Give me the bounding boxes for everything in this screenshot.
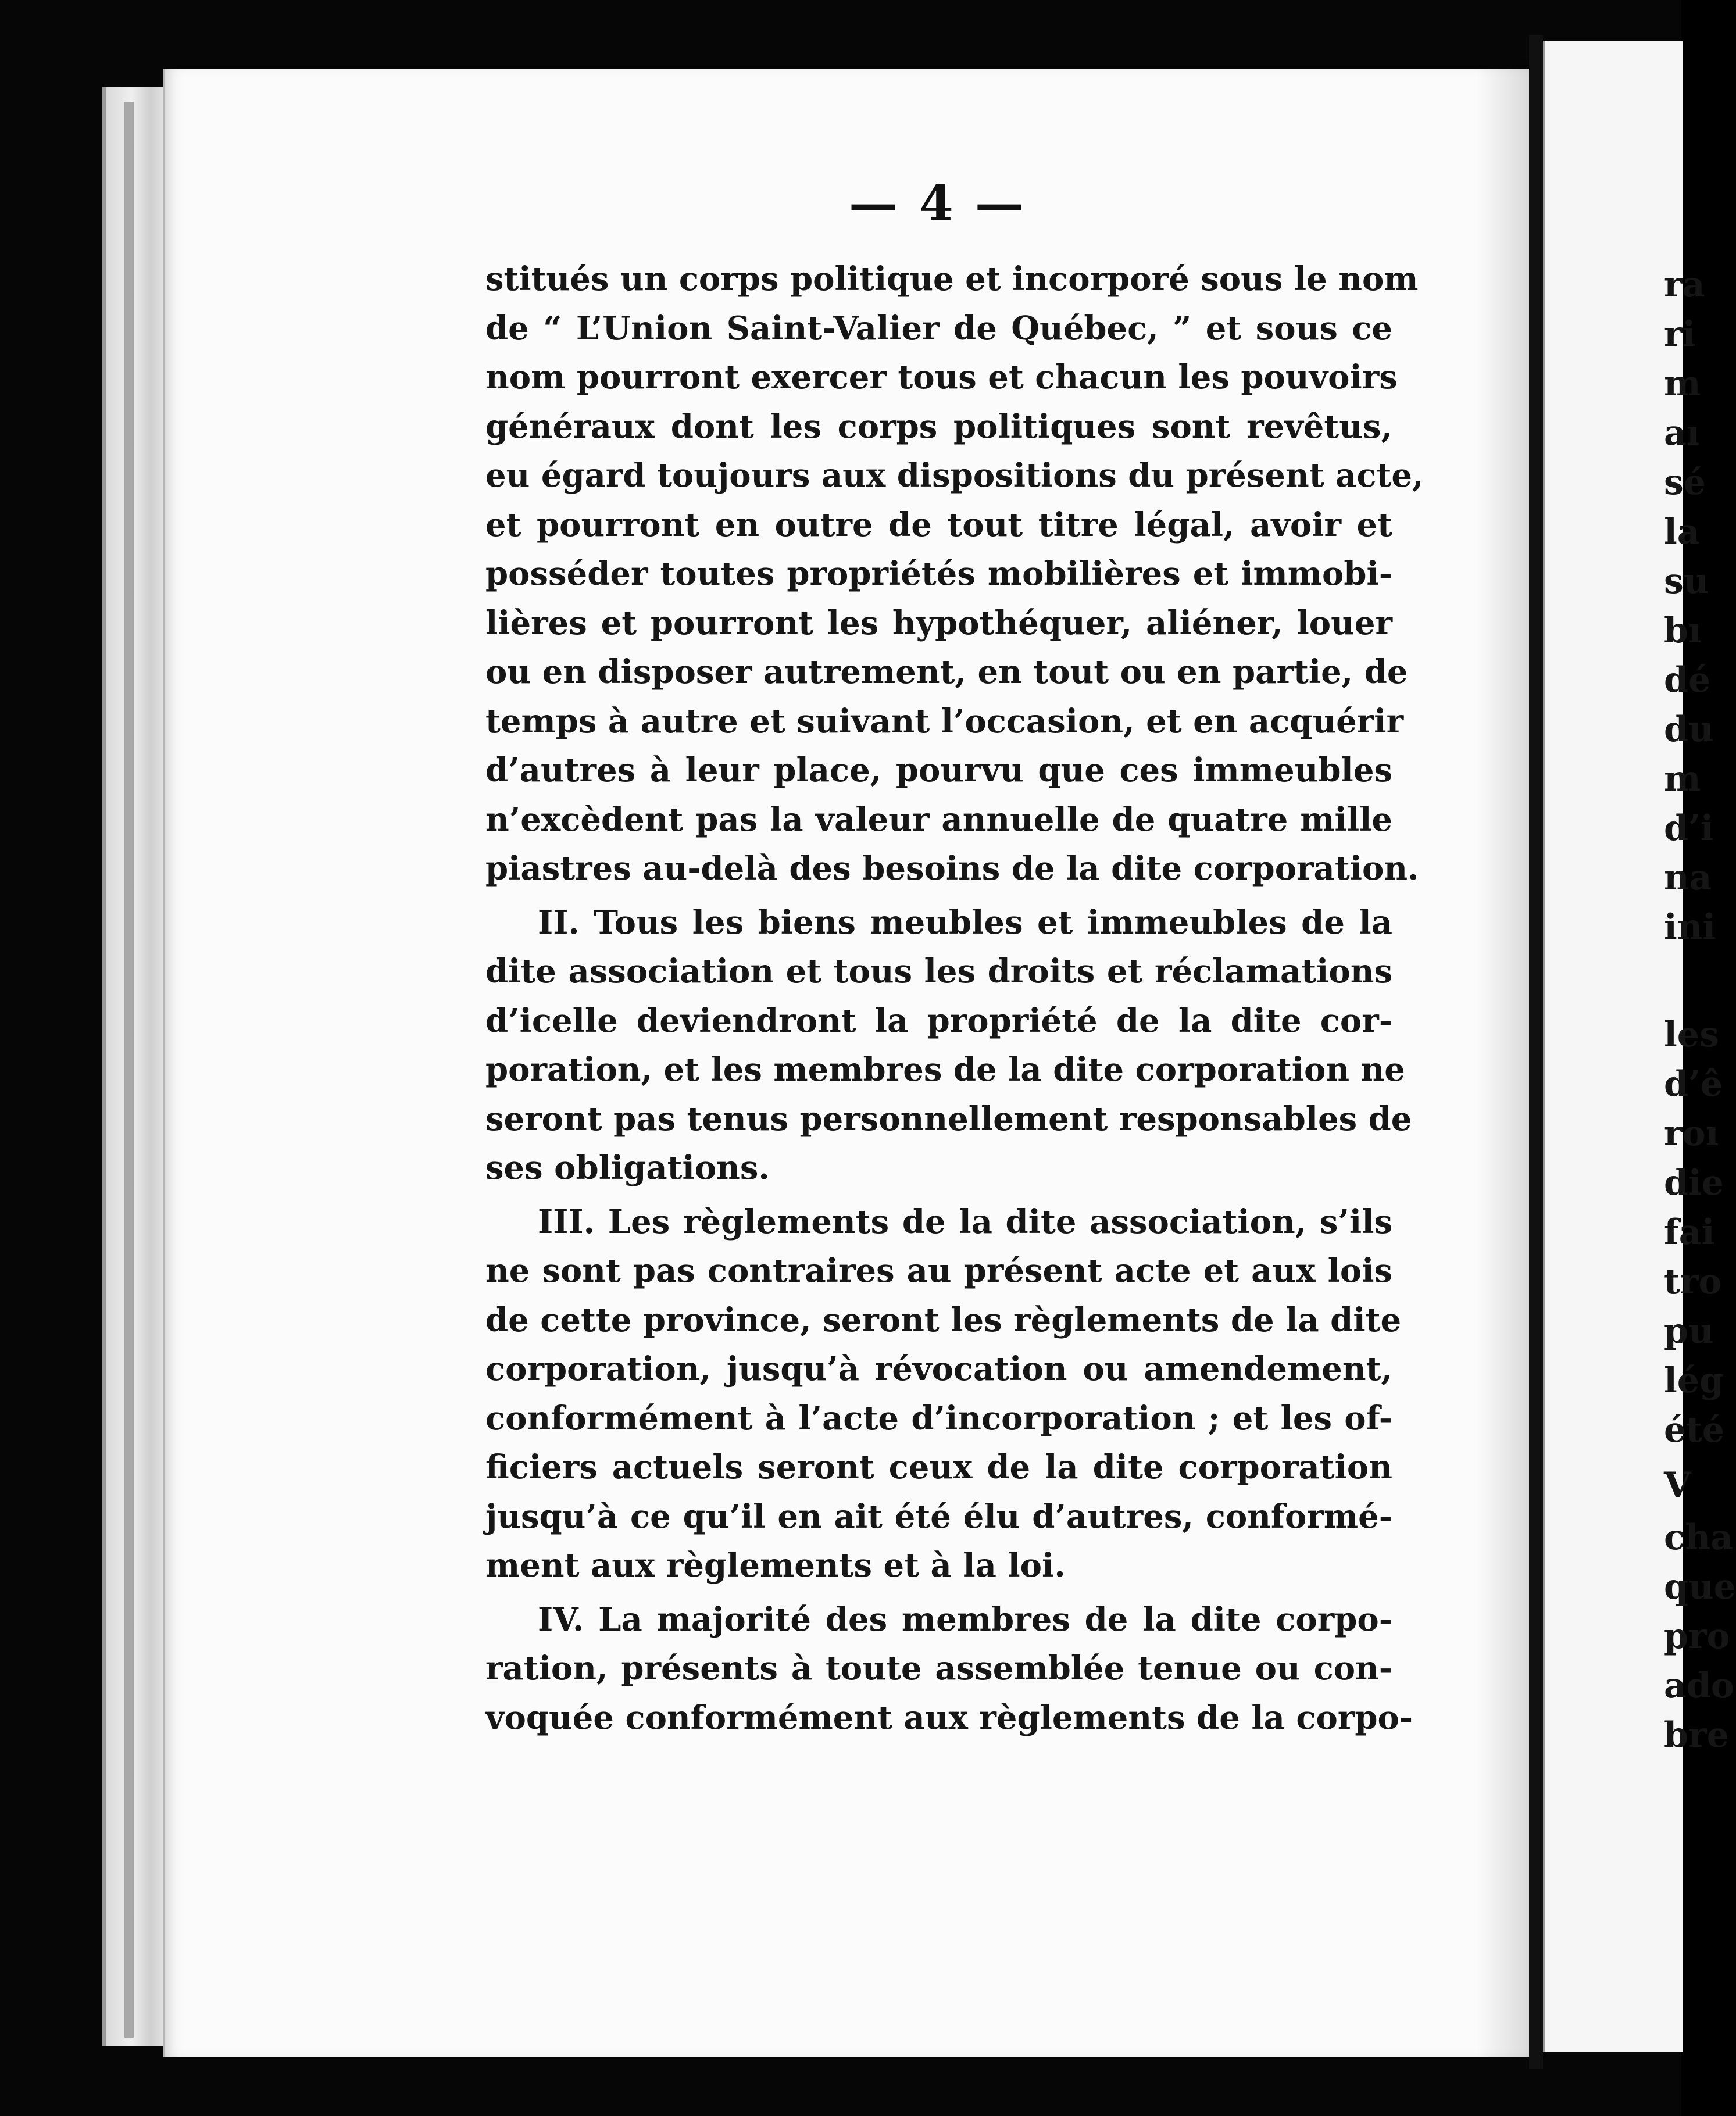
facing-page-text-fragment: d’ê (1664, 1064, 1723, 1105)
text-line: poration, et les membres de la dite corporation ne (485, 1050, 1405, 1089)
text-line: n’excèdent pas la valeur annuelle de quatre mille (485, 800, 1392, 839)
paragraph-gap (485, 1193, 1392, 1198)
text-line: II. Tous les biens meubles et immeubles de la (538, 903, 1392, 942)
text-line: ou en disposer autrement, en tout ou en partie, de (485, 653, 1408, 691)
facing-page-text-fragment: ra (1664, 264, 1705, 305)
text-line: et pourront en outre de tout titre légal, avoir et (485, 505, 1392, 544)
paragraph (485, 255, 1424, 893)
text-line: lières et pourront les hypothéquer, aliéner, louer (485, 603, 1392, 642)
text-line: corporation, jusqu’à révocation ou amendement, (485, 1350, 1392, 1388)
text-line: d’autres à leur place, pourvu que ces immeubles (485, 751, 1392, 789)
facing-page-text-fragment: la (1664, 512, 1700, 552)
text-line: dite association et tous les droits et réclamations (485, 952, 1392, 991)
paragraph (485, 1198, 1402, 1590)
text-line: ficiers actuels seront ceux de la dite corporation (485, 1448, 1392, 1486)
facing-page-text-fragment: les (1664, 1014, 1719, 1055)
facing-page-text-fragment: V (1664, 1465, 1691, 1506)
facing-page-text-fragment: pro (1664, 1616, 1730, 1657)
facing-page-text-fragment: que (1664, 1567, 1736, 1607)
text-line: voquée conformément aux règlements de la corpo- (485, 1698, 1413, 1737)
facing-page-text-fragment: ri (1664, 314, 1696, 355)
text-line: IV. La majorité des membres de la dite corpo- (538, 1600, 1392, 1639)
book-left-edge-fold (124, 102, 134, 2038)
facing-page-text-fragment: ado (1664, 1665, 1734, 1706)
text-line: ment aux règlements et à la loi. (485, 1546, 1066, 1585)
text-line: ses obligations. (485, 1149, 770, 1187)
text-line: eu égard toujours aux dispositions du présent acte, (485, 456, 1424, 495)
facing-page-text-fragment: m (1664, 759, 1701, 799)
facing-page-text-fragment: été (1664, 1410, 1725, 1450)
facing-page-text-fragment: bre (1664, 1715, 1729, 1756)
text-line: ration, présents à toute assemblée tenue ou con- (485, 1649, 1392, 1688)
paragraph-gap (485, 1590, 1392, 1595)
facing-page-text-fragment: du (1664, 709, 1714, 750)
text-line: de “ L’Union Saint-Valier de Québec, ” et sous ce (485, 309, 1392, 348)
book-left-edge (102, 87, 170, 2046)
text-line: piastres au-delà des besoins de la dite corporation. (485, 849, 1419, 888)
text-line: nom pourront exercer tous et chacun les pouvoirs (485, 358, 1398, 396)
paragraph (485, 1595, 1413, 1743)
facing-page-text-fragment: m (1664, 363, 1701, 404)
facing-page-text-fragment: sé (1664, 462, 1706, 503)
text-line: jusqu’à ce qu’il en ait été élu d’autres, conformé- (485, 1497, 1392, 1536)
text-line: de cette province, seront les règlements de la dite (485, 1300, 1402, 1339)
facing-page-text-fragment: lég (1664, 1360, 1724, 1401)
paragraph-gap (485, 893, 1392, 898)
text-line: d’icelle deviendront la propriété de la dite cor- (485, 1001, 1392, 1040)
text-line: stitués un corps politique et incorporé sous le nom (485, 260, 1419, 298)
facing-page-text-fragment: aı (1664, 413, 1700, 453)
facing-page-text-fragment: d’i (1664, 808, 1714, 849)
page-body-text (485, 255, 1424, 1742)
text-line: III. Les règlements de la dite association, s’ils (538, 1202, 1392, 1241)
text-line: généraux dont les corps politiques sont revêtus, (485, 407, 1392, 446)
facing-page-text-fragment: bı (1664, 610, 1702, 651)
facing-page-text-fragment: cha (1664, 1517, 1734, 1558)
text-line: ne sont pas contraires au présent acte et aux lois (485, 1252, 1392, 1290)
facing-page-fragment (1543, 41, 1736, 2052)
facing-page-text-fragment: fai (1664, 1212, 1715, 1253)
facing-page-text-fragment: pu (1664, 1311, 1714, 1352)
facing-page-text-fragment: roı (1664, 1113, 1719, 1154)
page-number: — 4 — (849, 174, 1026, 232)
text-line: temps à autre et suivant l’occasion, et en acquérir (485, 702, 1404, 741)
facing-page-text-fragment: dé (1664, 660, 1711, 700)
text-line: posséder toutes propriétés mobilières et immobi- (485, 555, 1392, 593)
book-gutter (1529, 35, 1543, 2069)
facing-page-text-fragment: na (1664, 857, 1712, 898)
facing-page-text-fragment: su (1664, 561, 1709, 602)
facing-page-text-fragment: tro (1664, 1261, 1722, 1302)
text-line: seront pas tenus personnellement responsables de (485, 1099, 1412, 1138)
facing-page-text-fragment: ini (1664, 907, 1716, 948)
text-line: conformément à l’acte d’incorporation ; et les of- (485, 1399, 1392, 1438)
facing-page-text-fragment: die (1664, 1163, 1724, 1203)
paragraph (485, 898, 1412, 1193)
